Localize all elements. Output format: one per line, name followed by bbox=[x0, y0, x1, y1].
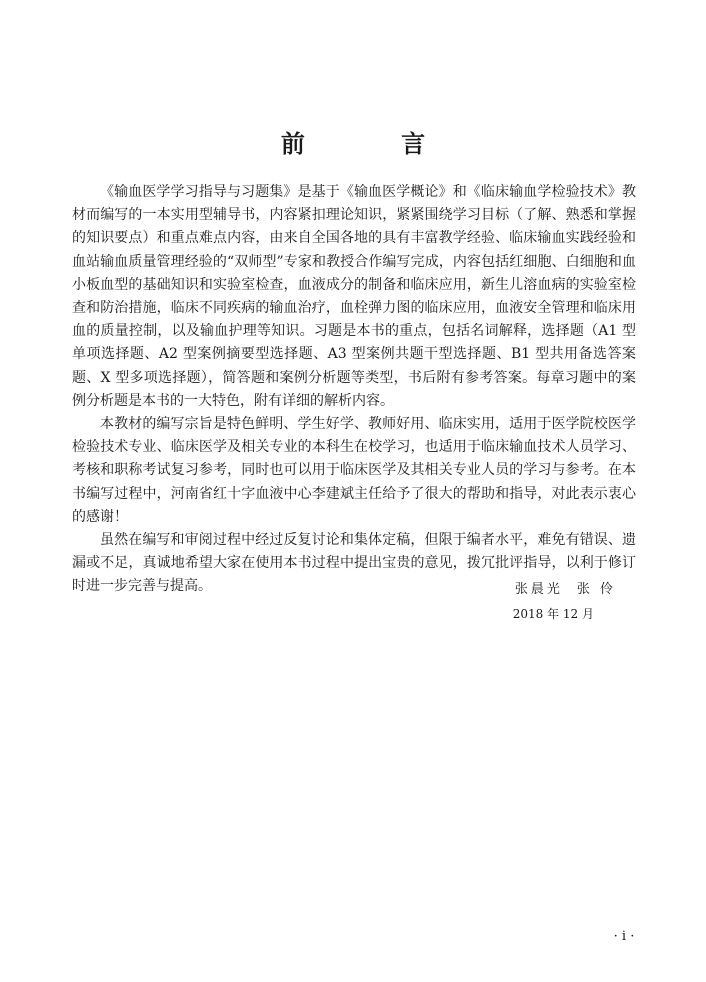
paragraph-closing: 虽然在编写和审阅过程中经过反复讨论和集体定稿，但限于编者水平，难免有错误、遗漏或不足，真诚地希望大家在使用本书过程中提出宝贵的意见，拨冗批评指导，以利于修订时进一步完善与提高。 bbox=[72, 532, 636, 595]
page-title: 前 言 bbox=[280, 130, 470, 158]
paragraph-intro: 《输血医学学习指导与习题集》是基于《输血医学概论》和《临床输血学检验技术》教材而编写的一本实用型辅导书，内容紧扣理论知识，紧紧围绕学习目标（了解、熟悉和掌握的知识要点）和重点难点内容，由来自全国各地的具有丰富教学经验、临床输血实践经验和血站输血质量管理经验的“双师型”专家和教授合作编写完成，内容包括红细胞、白细胞和血小板血型的基础知识和实验室检查，血液成分的制备和临床应用，新生儿溶血病的实验室检查和防治措施，临床不同疾病的输血治疗，血栓弹力图的临床应用，血液安全管理和临床用血的质量控制，以及输血护理等知识。习题是本书的重点，包括名词解释，选择题（A1 型单项选择题、A2 型案例摘要型选择题、A3 型案例共题干型选择题、B1 型共用备选答案题、X 型多项选择题），简答题和案例分析题等类型，书后附有参考答案。每章习题中的案例分析题是本书的一大特色，附有详细的解析内容。 bbox=[72, 184, 636, 409]
author-name-1: 张晨光 bbox=[514, 582, 563, 597]
paragraph-purpose: 本教材的编写宗旨是特色鲜明、学生好学、教师好用、临床实用，适用于医学院校医学检验技术专业、临床医学及相关专业的本科生在校学习，也适用于临床输血技术人员学习、考核和职称考试复习参考，同时也可以用于临床医学及其相关专业人员的学习与参考。在本书编写过程中，河南省红十字血液中心李建斌主任给予了很大的帮助和指导，对此表示衷心的感谢！ bbox=[72, 416, 636, 525]
signature-date: 2018 年 12 月 bbox=[512, 607, 594, 621]
signature-block bbox=[400, 580, 616, 624]
author-name-2: 张 伶 bbox=[576, 582, 616, 597]
preface-body bbox=[72, 181, 636, 599]
page-number: · i · bbox=[613, 929, 635, 944]
author-names bbox=[400, 580, 616, 600]
